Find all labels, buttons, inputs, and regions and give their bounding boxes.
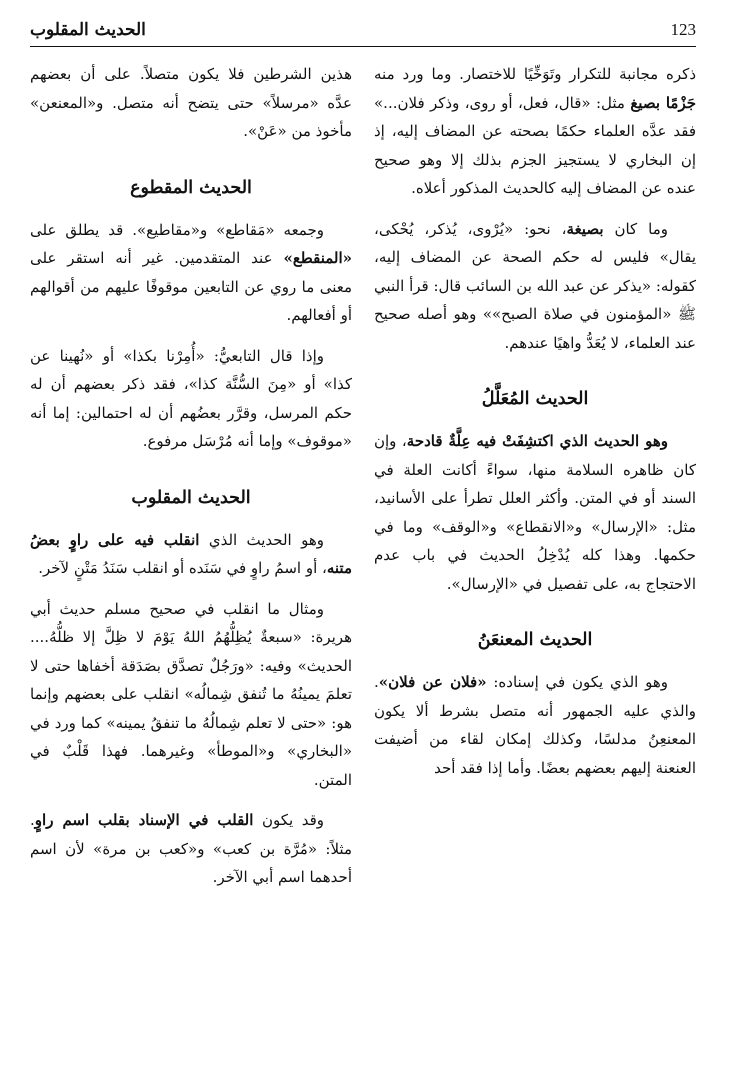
page-number: 123 [670, 20, 696, 39]
paragraph-tabii: وإذا قال التابعيُّ: «أُمِرْنا بكذا» أو «نُهينا عن كذا» أو «مِنَ السُّنَّة كذا»، فقد ذكر بعضهم أن له حكم المرسل، وقرَّر بعضُهم أن له احتمالين: إما أنه «موقوف» وإما أنه مُرْسَل مرفوع. [30, 346, 352, 450]
paragraph-muanan: وهو الذي يكون في إسناده: «فلان عن فلان». والذي عليه الجمهور أنه متصل بشرط ألا يكون المعنعِنُ مدلسًا، وكذلك إمكان لقاء من أضيفت العنعنة إليهم بعضهم بعضًا. وأما إذا فقد أحد [374, 673, 696, 777]
paragraph-maqlub-example: ومثال ما انقلب في صحيح مسلم حديث أبي هريرة: «سبعةٌ يُظِلُّهُمُ اللهُ يَوْمَ لا ظِلَّ إلا ظلُّهُ.... الحديث» وفيه: «ورَجُلٌ تصدَّق بصَدَقة أخفاها حتى لا تعلمَ يمينُهُ ما تُنفق شِمالُه» انقلب على بعضهم وإنما هو: «حتى لا تعلم شِمالُهُ ما تنفقُ يمينه» كما ورد في «البخاري» و«الموطأ» وغيرهما. فهذا قَلْبٌ في المتن. [30, 599, 352, 789]
paragraph-sigha: وما كان بصيغة، نحو: «يُرْوى، يُذكر، يُحْكى، يقال» فليس له حكم الصحة عن المضاف إليه، كقوله: «يذكر عن عبد الله بن السائب قال: قرأ النبي ﷺ «المؤمنون في صلاة الصبح»» وهو أصله صحيح عند العلماء، لا يُعَدُّ واهيًا عندهم. [374, 219, 696, 352]
paragraph-maalal: وهو الحديث الذي اكتشِفَتْ فيه عِلَّةٌ قادحة، وإن كان ظاهره السلامة منها، سواءً أكانت العلة في السند أو في المتن. وأكثر العلل تطرأ على الأسانيد، مثل: «الإرسال» و«الانقطاع» و«الوقف» وما في حكمها. وهذا كله يُدْخِلُ الحديث في باب عدم الاحتجاج به، على تفصيل في «الإرسال». [374, 432, 696, 593]
left-column [30, 60, 352, 1060]
paragraph-jazm: ذكره مجانبة للتكرار وتَوَخِّيًا للاختصار. وما ورد منه جَزْمًا بصيغ مثل: «قال، فعل، أو روى، وذكر فلان...» فقد عدَّه العلماء حكمًا بصحته عن المضاف إليه، إذ إن البخاري لا يستجيز الجزم بذلك إلا وهو صحيح عنده عن المضاف إليه كالحديث المذكور أعلاه. [374, 65, 696, 197]
running-title: الحديث المقلوب [30, 20, 146, 40]
paragraph-maqlub-def: وهو الحديث الذي انقلب فيه على راوٍ بعضُ متنه، أو اسمُ راوٍ في سَنَده أو انقلب سَنَدُ مَتْنٍ لآخر. [30, 530, 352, 577]
paragraph-maqlub-isnad: وقد يكون القلب في الإسناد بقلب اسم راوٍ. مثلاً: «مُرَّة بن كعب» و«كعب بن مرة» لأن اسم أحدهما اسم أبي الآخر. [30, 811, 352, 886]
page-header [30, 12, 696, 47]
right-column [374, 60, 696, 1060]
section-heading-maalal: الحديث المُعَلَّلُ [481, 389, 589, 409]
section-heading-muanan: الحديث المعنعَنُ [477, 630, 593, 650]
section-heading-maqtu: الحديث المقطوع [130, 177, 252, 198]
paragraph-muanan-cont: هذين الشرطين فلا يكون متصلاً. على أن بعضهم عدَّه «مرسلاً» حتى يتضح أنه متصل. و«المعنعن» مأخوذ من «عَنْ». [30, 65, 352, 140]
text-columns [30, 60, 696, 1060]
book-page [30, 12, 696, 1072]
paragraph-maqtu: وجمعه «مَقاطع» و«مقاطيع». قد يطلق على «المنقطع» عند المتقدمين. غير أنه استقر على معنى ما روي عن التابعين موقوفًا عليهم من أقوالهم أو أفعالهم. [30, 220, 352, 324]
section-heading-maqlub: الحديث المقلوب [131, 487, 251, 508]
